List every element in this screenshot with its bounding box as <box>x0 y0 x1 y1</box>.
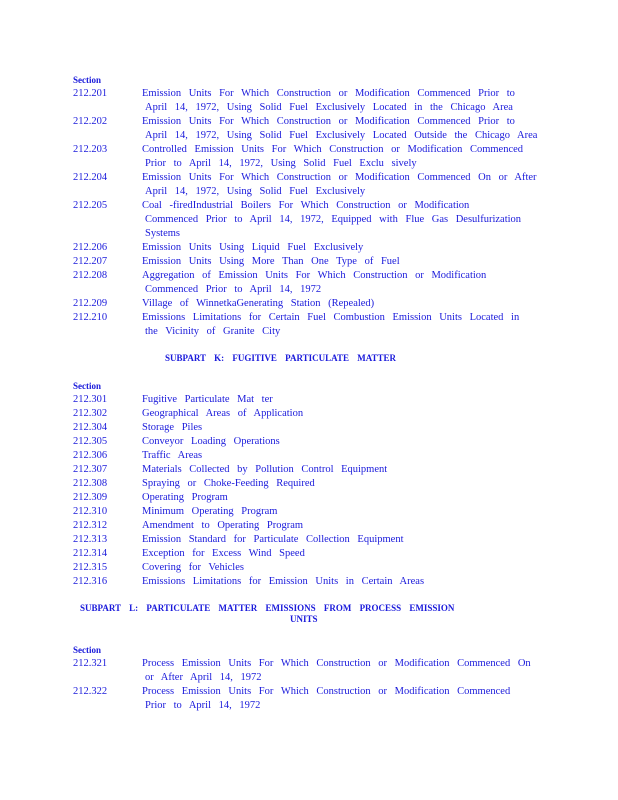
subpart-k-heading: SUBPART K: FUGITIVE PARTICULATE MATTER <box>165 353 397 363</box>
section-title <box>142 561 542 575</box>
section-number: 212.321 <box>73 658 108 669</box>
section-title-line: Minimum Operating Program <box>142 506 278 517</box>
section-title-line: Storage Piles <box>142 422 203 433</box>
section-title-line: Aggregation of Emission Units For Which Construction or Modification <box>142 270 487 281</box>
section-number: 212.305 <box>73 436 108 447</box>
section-title <box>142 255 542 269</box>
section-label: Section <box>73 645 101 655</box>
section-title-line: Emission Units For Which Construction or Modification Commenced On or After <box>142 172 537 183</box>
section-number: 212.207 <box>73 256 108 267</box>
section-number: 212.306 <box>73 450 108 461</box>
section-title <box>142 519 542 533</box>
section-title-line: Emissions Limitations for Emission Units in Certain Areas <box>142 576 425 587</box>
section-title <box>142 143 542 171</box>
section-title-line: Prior to April 14, 1972, Using Solid Fuel Exclu sively <box>145 158 417 169</box>
section-title <box>142 449 542 463</box>
section-number: 212.202 <box>73 116 108 127</box>
section-title-line: Spraying or Choke-Feeding Required <box>142 478 315 489</box>
section-number: 212.308 <box>73 478 108 489</box>
section-title <box>142 421 542 435</box>
section-title <box>142 491 542 505</box>
section-number: 212.206 <box>73 242 108 253</box>
section-number: 212.313 <box>73 534 108 545</box>
section-title-line: Systems <box>145 228 181 239</box>
section-title-line: Traffic Areas <box>142 450 203 461</box>
section-title <box>142 87 542 115</box>
section-title-line: April 14, 1972, Using Solid Fuel Exclusively Located in the Chicago Area <box>145 102 513 113</box>
section-title-line: Conveyor Loading Operations <box>142 436 280 447</box>
section-title-line: Emission Units Using Liquid Fuel Exclusively <box>142 242 364 253</box>
section-number: 212.309 <box>73 492 108 503</box>
section-title-line: April 14, 1972, Using Solid Fuel Exclusively Located Outside the Chicago Area <box>145 130 538 141</box>
section-title <box>142 393 542 407</box>
section-title <box>142 241 542 255</box>
section-title-line: Fugitive Particulate Mat ter <box>142 394 273 405</box>
section-number: 212.310 <box>73 506 108 517</box>
section-number: 212.315 <box>73 562 108 573</box>
section-title-line: Emission Units For Which Construction or Modification Commenced Prior to <box>142 88 515 99</box>
section-title-line: Emission Units For Which Construction or Modification Commenced Prior to <box>142 116 515 127</box>
section-title <box>142 407 542 421</box>
section-title-line: Emission Units Using More Than One Type of Fuel <box>142 256 400 267</box>
section-number: 212.312 <box>73 520 108 531</box>
section-title-line: Process Emission Units For Which Construction or Modification Commenced <box>142 686 511 697</box>
section-title <box>142 311 542 339</box>
section-title <box>142 505 542 519</box>
section-label: Section <box>73 75 101 85</box>
section-title <box>142 463 542 477</box>
section-number: 212.208 <box>73 270 108 281</box>
section-number: 212.302 <box>73 408 108 419</box>
section-title-line: Commenced Prior to April 14, 1972, Equipped with Flue Gas Desulfurization <box>145 214 522 225</box>
section-title-line: Emission Standard for Particulate Collection Equipment <box>142 534 404 545</box>
section-number: 212.322 <box>73 686 108 697</box>
section-title-line: Amendment to Operating Program <box>142 520 304 531</box>
section-title <box>142 115 542 143</box>
section-title <box>142 575 542 589</box>
section-title-line: Operating Program <box>142 492 228 503</box>
section-number: 212.205 <box>73 200 108 211</box>
section-number: 212.307 <box>73 464 108 475</box>
section-number: 212.304 <box>73 422 108 433</box>
subpart-l-heading <box>80 603 530 624</box>
section-title-line: the Vicinity of Granite City <box>145 326 281 337</box>
section-title <box>142 533 542 547</box>
section-title-line: Covering for Vehicles <box>142 562 244 573</box>
section-number: 212.210 <box>73 312 108 323</box>
section-number: 212.301 <box>73 394 108 405</box>
section-title-line: Controlled Emission Units For Which Construction or Modification Commenced <box>142 144 524 155</box>
subpart-l-heading-line1: SUBPART L: PARTICULATE MATTER EMISSIONS FROM PROCESS EMISSION <box>80 603 455 613</box>
section-title-line: Geographical Areas of Application <box>142 408 304 419</box>
section-title-line: Village of WinnetkaGenerating Station (Repealed) <box>142 298 375 309</box>
section-number: 212.203 <box>73 144 108 155</box>
section-title <box>142 477 542 491</box>
section-title <box>142 297 542 311</box>
section-number: 212.204 <box>73 172 108 183</box>
section-title <box>142 657 542 685</box>
section-number: 212.201 <box>73 88 108 99</box>
section-title <box>142 171 542 199</box>
section-title-line: Commenced Prior to April 14, 1972 <box>145 284 322 295</box>
section-title-line: Emissions Limitations for Certain Fuel Combustion Emission Units Located in <box>142 312 520 323</box>
section-number: 212.314 <box>73 548 108 559</box>
section-title <box>142 435 542 449</box>
section-title-line: Exception for Excess Wind Speed <box>142 548 305 559</box>
section-title <box>142 269 542 297</box>
section-title <box>142 199 542 241</box>
subpart-l-heading-line2: UNITS <box>290 614 318 624</box>
section-title <box>142 685 542 713</box>
section-title-line: or After April 14, 1972 <box>145 672 262 683</box>
section-number: 212.316 <box>73 576 108 587</box>
section-title-line: April 14, 1972, Using Solid Fuel Exclusively <box>145 186 366 197</box>
section-title-line: Prior to April 14, 1972 <box>145 700 261 711</box>
section-title-line: Process Emission Units For Which Construction or Modification Commenced On <box>142 658 531 669</box>
section-title-line: Coal -firedIndustrial Boilers For Which Construction or Modification <box>142 200 470 211</box>
section-number: 212.209 <box>73 298 108 309</box>
section-title-line: Materials Collected by Pollution Control Equipment <box>142 464 388 475</box>
section-label: Section <box>73 381 101 391</box>
section-title <box>142 547 542 561</box>
